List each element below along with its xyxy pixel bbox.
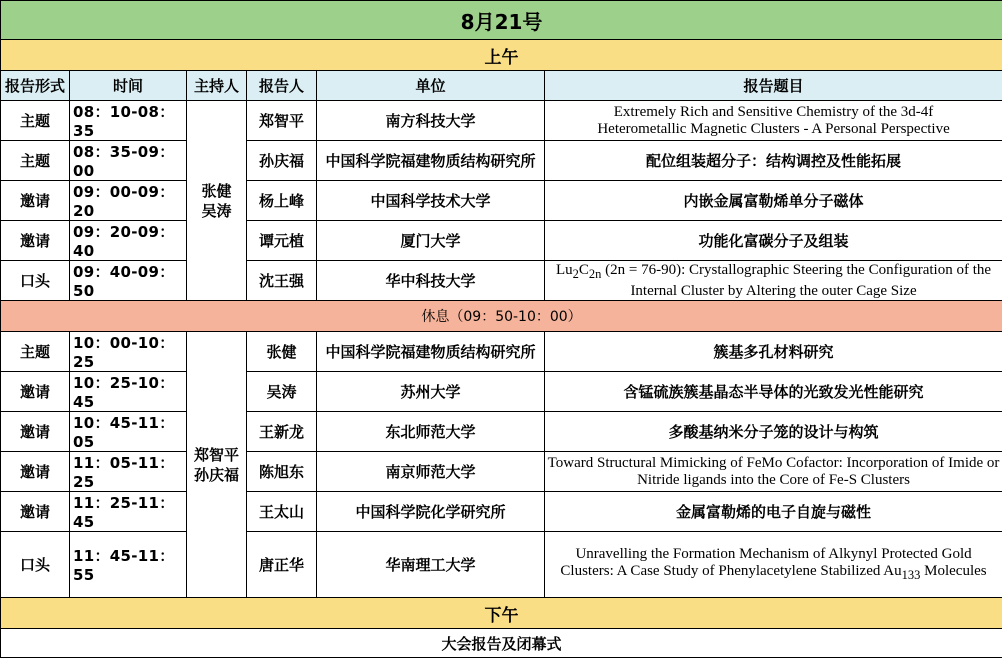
closing-text: 大会报告及闭幕式 [1, 629, 1002, 658]
topic: 金属富勒烯的电子自旋与磁性 [545, 492, 1002, 532]
table-row [1, 412, 1002, 452]
report-time: 11：25-11：45 [70, 492, 187, 532]
topic: 功能化富碳分子及组装 [545, 221, 1002, 261]
break-row [1, 301, 1002, 332]
speaker: 谭元植 [247, 221, 317, 261]
topic: 内嵌金属富勒烯单分子磁体 [545, 181, 1002, 221]
report-type: 主题 [1, 141, 70, 181]
date-title: 8月21号 [1, 1, 1002, 40]
host-cell-session1 [187, 101, 247, 301]
unit: 苏州大学 [317, 372, 545, 412]
closing-row [1, 629, 1002, 658]
topic: Extremely Rich and Sensitive Chemistry of the 3d-4f Heterometallic Magnetic Clusters - A Personal Perspective [545, 101, 1002, 141]
report-time: 09：00-09：20 [70, 181, 187, 221]
unit: 华南理工大学 [317, 532, 545, 598]
date-title-row [1, 1, 1002, 40]
host-name: 郑智平 [187, 445, 246, 465]
topic: Toward Structural Mimicking of FeMo Cofactor: Incorporation of Imide or Nitride ligands into the Core of Fe-S Clusters [545, 452, 1002, 492]
unit: 厦门大学 [317, 221, 545, 261]
topic: 簇基多孔材料研究 [545, 332, 1002, 372]
morning-label: 上午 [1, 40, 1002, 71]
table-row [1, 221, 1002, 261]
host-name: 孙庆福 [187, 465, 246, 485]
header-row [1, 71, 1002, 101]
table-row [1, 181, 1002, 221]
col-header-type: 报告形式 [1, 71, 70, 101]
table-row [1, 372, 1002, 412]
table-row [1, 141, 1002, 181]
col-header-time: 时间 [70, 71, 187, 101]
unit: 南京师范大学 [317, 452, 545, 492]
unit: 中国科学院福建物质结构研究所 [317, 332, 545, 372]
topic: 配位组装超分子：结构调控及性能拓展 [545, 141, 1002, 181]
topic: Unravelling the Formation Mechanism of Alkynyl Protected Gold Clusters: A Case Study of Phenylacetylene Stabilized $Au_{133}$ Molecules [545, 532, 1002, 598]
report-type: 口头 [1, 532, 70, 598]
table-row [1, 452, 1002, 492]
host-name: 张健 [187, 181, 246, 201]
speaker: 唐正华 [247, 532, 317, 598]
afternoon-row [1, 598, 1002, 629]
table-row [1, 261, 1002, 301]
report-type: 主题 [1, 101, 70, 141]
unit: 中国科学院福建物质结构研究所 [317, 141, 545, 181]
unit: 东北师范大学 [317, 412, 545, 452]
morning-row [1, 40, 1002, 71]
col-header-topic: 报告题目 [545, 71, 1002, 101]
table-row [1, 532, 1002, 598]
speaker: 张健 [247, 332, 317, 372]
report-type: 邀请 [1, 221, 70, 261]
table-row [1, 492, 1002, 532]
host-cell-session2 [187, 332, 247, 598]
speaker: 王新龙 [247, 412, 317, 452]
report-type: 邀请 [1, 452, 70, 492]
report-type: 主题 [1, 332, 70, 372]
report-time: 10：25-10：45 [70, 372, 187, 412]
report-type: 邀请 [1, 412, 70, 452]
report-time: 08：10-08：35 [70, 101, 187, 141]
speaker: 孙庆福 [247, 141, 317, 181]
report-time: 10：45-11：05 [70, 412, 187, 452]
afternoon-label: 下午 [1, 598, 1002, 629]
unit: 中国科学技术大学 [317, 181, 545, 221]
report-type: 口头 [1, 261, 70, 301]
report-time: 11：05-11：25 [70, 452, 187, 492]
speaker: 沈王强 [247, 261, 317, 301]
col-header-unit: 单位 [317, 71, 545, 101]
report-time: 11：45-11：55 [70, 532, 187, 598]
report-type: 邀请 [1, 181, 70, 221]
unit: 华中科技大学 [317, 261, 545, 301]
report-type: 邀请 [1, 492, 70, 532]
col-header-speaker: 报告人 [247, 71, 317, 101]
table-row [1, 101, 1002, 141]
report-time: 08：35-09：00 [70, 141, 187, 181]
report-time: 09：40-09：50 [70, 261, 187, 301]
speaker: 杨上峰 [247, 181, 317, 221]
report-time: 10：00-10：25 [70, 332, 187, 372]
host-name: 吴涛 [187, 201, 246, 221]
speaker: 王太山 [247, 492, 317, 532]
unit: 中国科学院化学研究所 [317, 492, 545, 532]
speaker: 陈旭东 [247, 452, 317, 492]
topic: 多酸基纳米分子笼的设计与构筑 [545, 412, 1002, 452]
report-type: 邀请 [1, 372, 70, 412]
col-header-host: 主持人 [187, 71, 247, 101]
speaker: 吴涛 [247, 372, 317, 412]
table-row [1, 332, 1002, 372]
topic: $Lu_2C_{2n}$ (2n = 76-90): Crystallographic Steering the Configuration of the Internal Cluster by Altering the outer Cage Size [545, 261, 1002, 301]
topic: 含锰硫族簇基晶态半导体的光致发光性能研究 [545, 372, 1002, 412]
speaker: 郑智平 [247, 101, 317, 141]
break-text: 休息（09：50-10：00） [1, 301, 1002, 332]
report-time: 09：20-09：40 [70, 221, 187, 261]
unit: 南方科技大学 [317, 101, 545, 141]
